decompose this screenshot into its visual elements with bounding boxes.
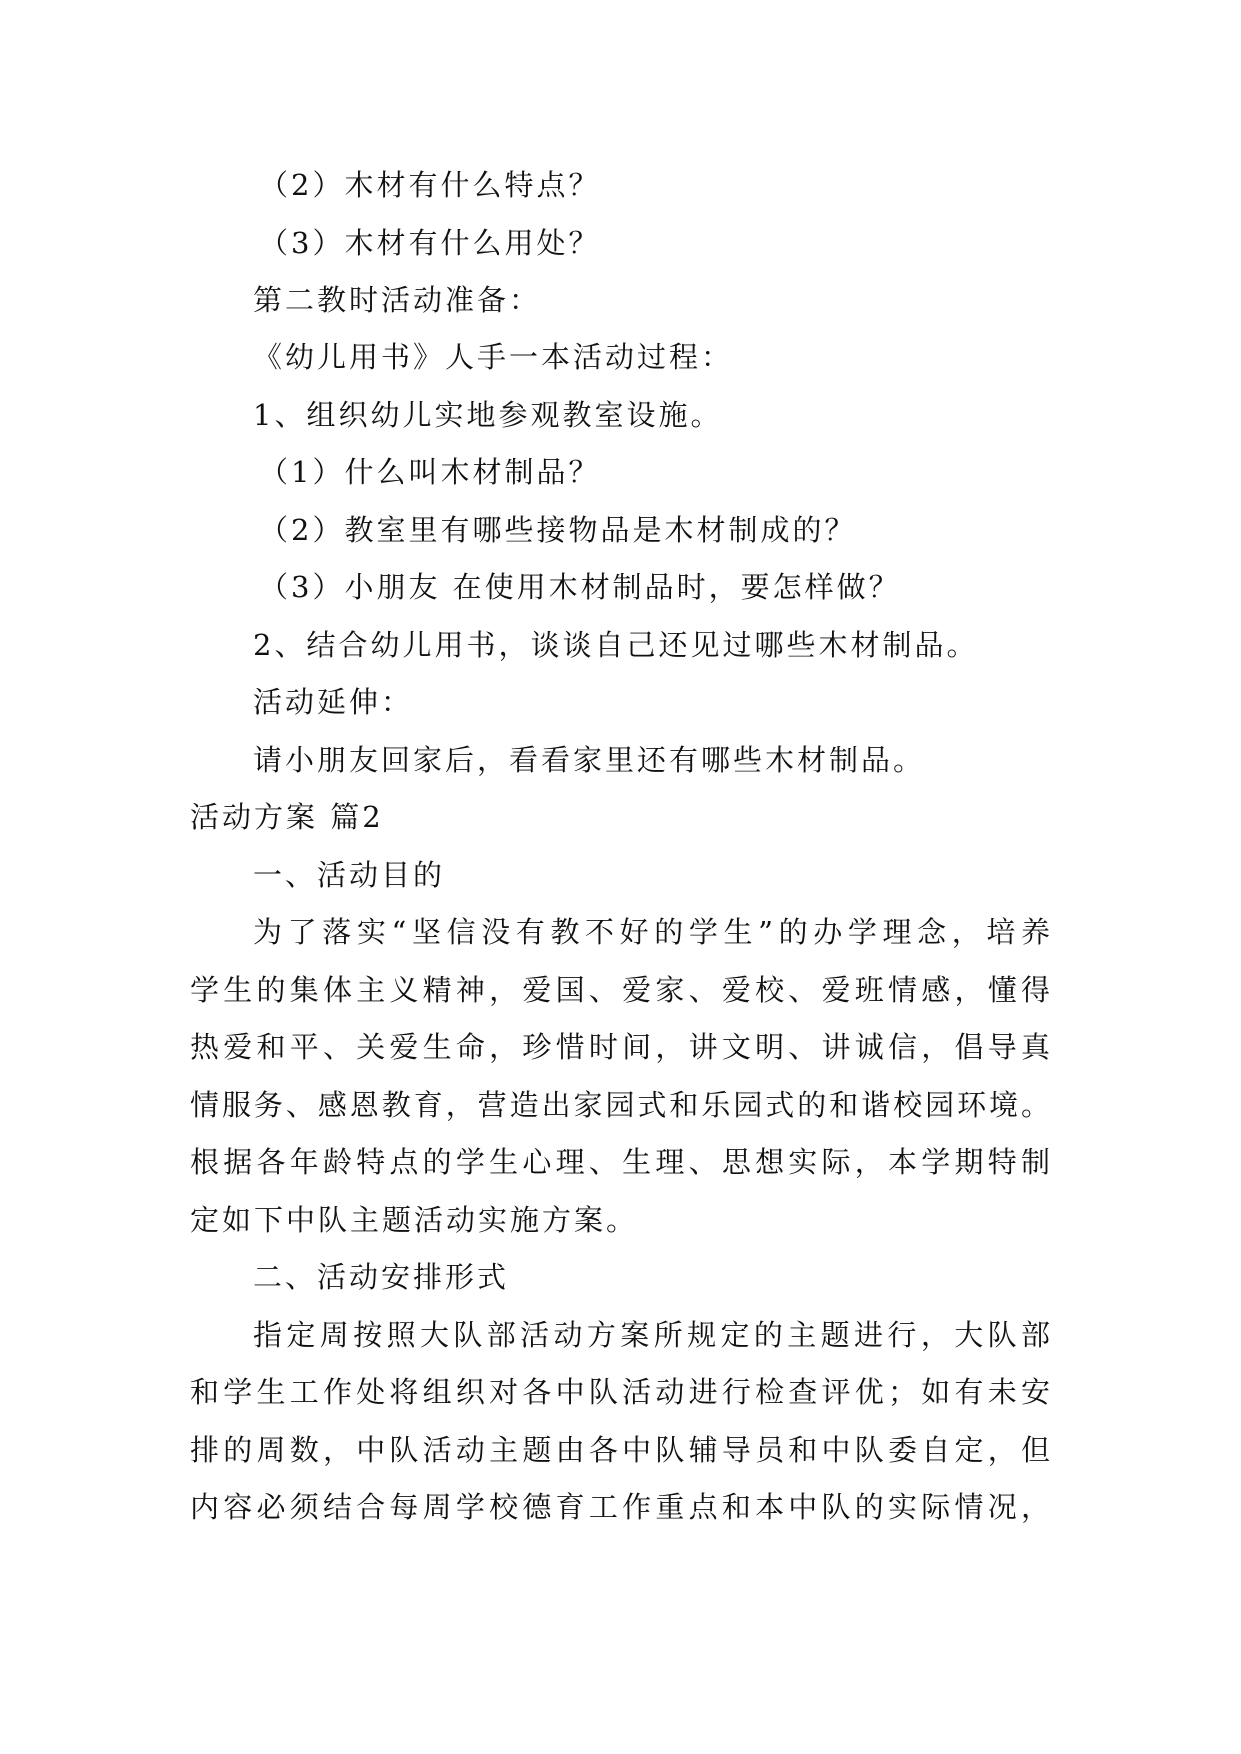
purpose-paragraph-line-1: 为了落实“坚信没有教不好的学生”的办学理念，培养 — [253, 915, 1050, 949]
step-1-visit-classroom: 1、组织幼儿实地参观教室设施。 — [253, 398, 723, 432]
question-wood-uses: （3）木材有什么用处？ — [259, 226, 601, 260]
step-2-discuss-products: 2、结合幼儿用书，谈谈自己还见过哪些木材制品。 — [253, 628, 979, 662]
purpose-paragraph-line-3: 热爱和平、关爱生命，珍惜时间，讲文明、讲诚信，倡导真 — [190, 1030, 1050, 1064]
activity-extension-label: 活动延伸： — [253, 685, 414, 719]
activity-extension-text: 请小朋友回家后，看看家里还有哪些木材制品。 — [253, 743, 926, 777]
subheading-activity-purpose: 一、活动目的 — [253, 858, 446, 892]
arrangement-paragraph-line-4: 内容必须结合每周学校德育工作重点和本中队的实际情况， — [190, 1490, 1050, 1524]
purpose-paragraph-line-6: 定如下中队主题活动实施方案。 — [190, 1203, 639, 1237]
section-heading-plan-2: 活动方案 篇2 — [190, 800, 384, 834]
purpose-paragraph-line-5: 根据各年龄特点的学生心理、生理、思想实际，本学期特制 — [190, 1145, 1050, 1179]
purpose-paragraph-line-2: 学生的集体主义精神，爱国、爱家、爱校、爱班情感，懂得 — [190, 973, 1050, 1007]
arrangement-paragraph-line-1: 指定周按照大队部活动方案所规定的主题进行，大队部 — [253, 1318, 1050, 1352]
subheading-activity-arrangement: 二、活动安排形式 — [253, 1260, 510, 1294]
question-classroom-wood-items: （2）教室里有哪些接物品是木材制成的？ — [259, 513, 857, 547]
purpose-paragraph-line-4: 情服务、感恩教育，营造出家园式和乐园式的和谐校园环境。 — [190, 1088, 1050, 1122]
question-how-to-use: （3）小朋友 在使用木材制品时，要怎样做？ — [259, 570, 901, 604]
question-wood-features: （2）木材有什么特点？ — [259, 168, 601, 202]
question-wood-products: （1）什么叫木材制品？ — [259, 455, 601, 489]
arrangement-paragraph-line-3: 排的周数，中队活动主题由各中队辅导员和中队委自定，但 — [190, 1433, 1050, 1467]
second-lesson-preparation: 第二教时活动准备： — [253, 283, 542, 317]
arrangement-paragraph-line-2: 和学生工作处将组织对各中队活动进行检查评优；如有未安 — [190, 1375, 1050, 1409]
preparation-books-process: 《幼儿用书》人手一本活动过程： — [253, 340, 734, 374]
